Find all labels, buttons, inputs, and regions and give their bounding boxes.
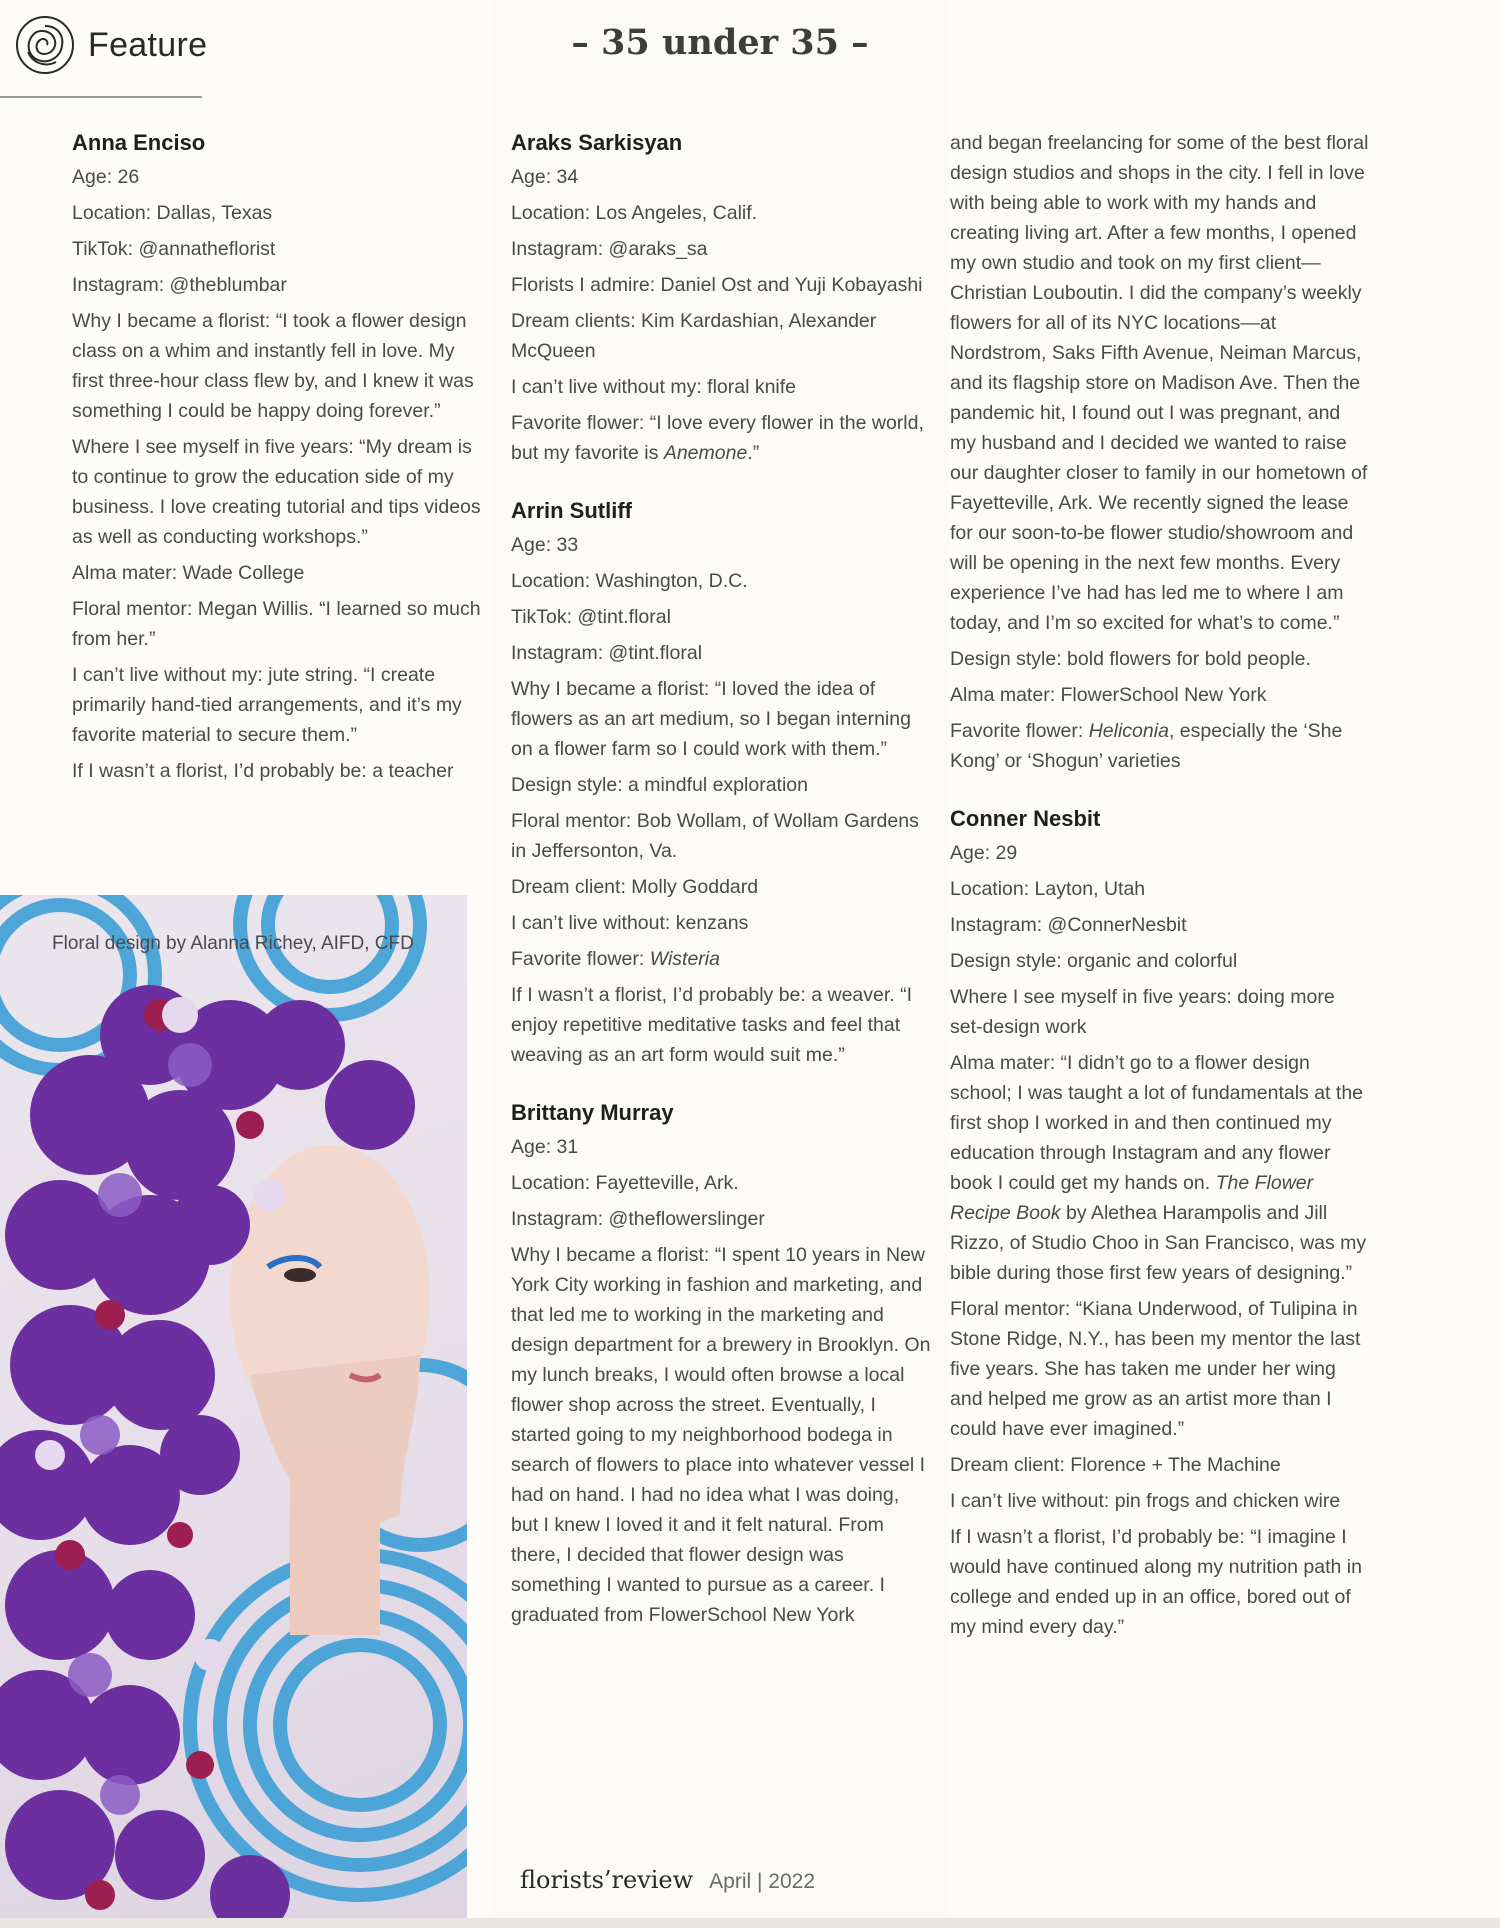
profile-alma-mater [950,1048,1370,1288]
profile-tiktok: TikTok: @tint.floral [511,606,671,628]
photo-credit: Floral design by Alanna Richey, AIFD, CFD [52,933,414,954]
profile-dream-clients: Dream clients: Kim Kardashian, Alexander McQueen [511,310,877,362]
favorite-flower-name: Wisteria [649,948,720,970]
photo-illustration [0,895,467,1928]
profile-name: Arrin Sutliff [511,498,632,523]
profile-dream-client: Dream client: Florence + The Machine [950,1454,1281,1476]
profile-favorite-flower [511,408,931,468]
profile-age: Age: 29 [950,842,1018,864]
publication-logo: florists’review [520,1866,694,1894]
profile-dream-client: Dream client: Molly Goddard [511,876,759,898]
profile-location: Location: Los Angeles, Calif. [511,202,758,224]
profile-name: Brittany Murray [511,1100,674,1125]
profile-brittany-murray-continued [950,128,1370,776]
profile-anna-enciso [72,128,482,786]
profile-design-style: Design style: a mindful exploration [511,774,808,796]
profile-why-florist: Why I became a florist: “I loved the idea of flowers as an art medium, so I began interning on a flower farm so I could work with them.” [511,678,911,760]
profile-if-not-florist: If I wasn’t a florist, I’d probably be: “I imagine I would have continued along my nutrition path in college and ended up in an office, bored out of my mind every day.” [950,1526,1362,1638]
rose-icon [14,14,76,76]
profile-location: Location: Dallas, Texas [72,202,273,224]
profile-age: Age: 33 [511,534,579,556]
column-left [72,128,482,814]
profile-alma-mater: Alma mater: Wade College [72,562,305,584]
profile-brittany-murray [511,1098,931,1630]
profile-mentor: Floral mentor: “Kiana Underwood, of Tulipina in Stone Ridge, N.Y., has been my mentor the last five years. She has taken me under her wing and helped me grow as an artist more than I could have ever imagined.” [950,1298,1361,1440]
favorite-prefix: Favorite flower: [950,720,1089,742]
favorite-prefix: Favorite flower: [511,948,650,970]
alma-suffix: by Alethea Harampolis and Jill Rizzo, of Studio Choo in San Francisco, was my bible during those first few years of designing.” [950,1202,1367,1284]
section-label: Feature [88,25,208,64]
profile-if-not-florist: If I wasn’t a florist, I’d probably be: a weaver. “I enjoy repetitive meditative tasks and feel that weaving as an art form would suit me.” [511,984,913,1066]
profile-cant-live-without: I can’t live without my: jute string. “I create primarily hand-tied arrangements, and it’s my favorite material to secure them.” [72,664,462,746]
profile-five-years: Where I see myself in five years: doing more set-design work [950,986,1335,1038]
profile-instagram: Instagram: @tint.floral [511,642,703,664]
profile-instagram: Instagram: @theblumbar [72,274,287,296]
alma-book-title: The Flower Recipe Book [950,1172,1314,1224]
alma-prefix: Alma mater: “I didn’t go to a flower design school; I was taught a lot of fundamentals at the first shop I worked in and then continued my education through Instagram and any flower book I could get my hands on. [950,1052,1364,1194]
profile-location: Location: Fayetteville, Ark. [511,1172,739,1194]
profile-mentor: Floral mentor: Bob Wollam, of Wollam Gardens in Jeffersonton, Va. [511,810,919,862]
column-right [950,128,1370,1670]
profile-cant-live-without: I can’t live without: pin frogs and chicken wire [950,1490,1341,1512]
profile-five-years: Where I see myself in five years: “My dream is to continue to grow the education side of my business. I love creating tutorial and tips videos as well as conducting workshops.” [72,436,481,548]
favorite-flower-name: Heliconia [1088,720,1169,742]
page-footer [520,1866,815,1894]
page-heading: – 35 under 35 – [571,22,869,63]
profile-arrin-sutliff [511,496,931,1070]
profile-conner-nesbit [950,804,1370,1642]
profile-why-florist-continued: and began freelancing for some of the best floral design studios and shops in the city. I fell in love with being able to work with my hands and creating living art. After a few months, I opened my own studio and took on my first client—Christian Louboutin. I did the company’s weekly flowers for all of its NYC locations—at Nordstrom, Saks Fifth Avenue, Neiman Marcus, and its flagship store on Madison Ave. Then the pandemic hit, I found out I was pregnant, and my husband and I decided we wanted to raise our daughter closer to family in our hometown of Fayetteville, Ark. We recently signed the lease for our soon-to-be flower studio/showroom and will be opening in the next few months. Every experience I’ve had has led me to where I am today, and I’m so excited for what’s to come.” [950,132,1369,634]
column-middle [511,128,931,1658]
profile-age: Age: 31 [511,1136,579,1158]
profile-design-style: Design style: bold flowers for bold people. [950,648,1311,670]
profile-design-style: Design style: organic and colorful [950,950,1238,972]
profile-instagram: Instagram: @araks_sa [511,238,708,260]
profile-age: Age: 26 [72,166,140,188]
profile-instagram: Instagram: @theflowerslinger [511,1208,765,1230]
profile-age: Age: 34 [511,166,579,188]
profile-location: Location: Washington, D.C. [511,570,748,592]
profile-araks-sarkisyan [511,128,931,468]
profile-florists-admire: Florists I admire: Daniel Ost and Yuji Kobayashi [511,274,923,296]
profile-favorite-flower [950,716,1370,776]
profile-why-florist: Why I became a florist: “I spent 10 years in New York City working in fashion and marketing, and that led me to working in the marketing and design department for a brewery in Brooklyn. On my lunch breaks, I would often browse a local flower shop across the street. Eventually, I started going to my neighborhood bodega in search of flowers to place into whatever vessel I had on hand. I had no idea what I was doing, but I knew I loved it and it felt natural. From there, I decided that flower design was something I wanted to pursue as a career. I graduated from FlowerSchool New York [511,1244,931,1626]
profile-favorite-flower [511,944,931,974]
favorite-flower-name: Anemone [663,442,748,464]
floral-headpiece-photo [0,895,467,1928]
section-header [14,14,207,76]
bottom-strip [0,1918,1500,1928]
profile-name: Anna Enciso [72,130,206,155]
profile-mentor: Floral mentor: Megan Willis. “I learned so much from her.” [72,598,481,650]
profile-cant-live-without: I can’t live without: kenzans [511,912,749,934]
favorite-prefix: Favorite flower: “I love every flower in the world, but my favorite is [511,412,924,464]
profile-alma-mater: Alma mater: FlowerSchool New York [950,684,1267,706]
issue-date: April | 2022 [709,1870,816,1893]
profile-name: Araks Sarkisyan [511,130,683,155]
profile-name: Conner Nesbit [950,806,1101,831]
favorite-suffix: .” [747,442,760,464]
profile-location: Location: Layton, Utah [950,878,1146,900]
profile-instagram: Instagram: @ConnerNesbit [950,914,1187,936]
profile-cant-live-without: I can’t live without my: floral knife [511,376,797,398]
favorite-suffix: , especially the ‘She Kong’ or ‘Shogun’ varieties [950,720,1343,772]
profile-tiktok: TikTok: @annatheflorist [72,238,276,260]
profile-why-florist: Why I became a florist: “I took a flower design class on a whim and instantly fell in love. My first three-hour class flew by, and I knew it was something I could be happy doing forever.” [72,310,474,422]
profile-if-not-florist: If I wasn’t a florist, I’d probably be: a teacher [72,760,454,782]
header-divider [0,96,202,98]
